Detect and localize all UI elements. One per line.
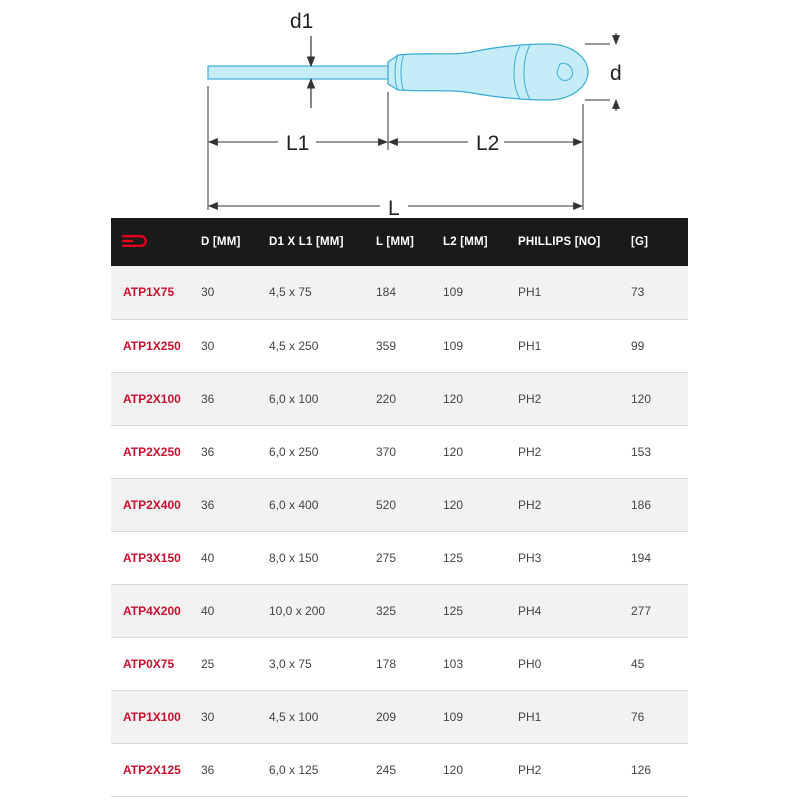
cell-weight: 45 — [631, 656, 645, 671]
cell-l2: 120 — [443, 762, 464, 777]
extension-lines — [208, 86, 583, 210]
cell-l: 184 — [376, 285, 397, 300]
cell-weight: 76 — [631, 709, 645, 724]
cell-reference[interactable]: ATP1X75 — [123, 285, 175, 300]
cell-l2: 120 — [443, 391, 464, 406]
cell-phillips: PH1 — [518, 285, 542, 300]
cell-l: 245 — [376, 762, 397, 777]
cell-d1xl1: 6,0 x 100 — [269, 391, 319, 406]
cell-d: 25 — [201, 656, 215, 671]
cell-d1xl1: 4,5 x 250 — [269, 338, 319, 353]
cell-weight: 194 — [631, 550, 652, 565]
cell-weight: 73 — [631, 285, 645, 300]
table-row — [111, 637, 688, 690]
cell-phillips: PH0 — [518, 656, 542, 671]
cell-l: 209 — [376, 709, 397, 724]
cell-l2: 103 — [443, 656, 464, 671]
l-label: L — [388, 197, 400, 218]
cell-reference[interactable]: ATP2X250 — [123, 444, 181, 459]
cell-reference[interactable]: ATP4X200 — [123, 603, 181, 618]
cell-phillips: PH1 — [518, 338, 542, 353]
cell-l2: 109 — [443, 709, 464, 724]
header-d: D [MM] — [201, 236, 241, 248]
header-phillips: PHILLIPS [NO] — [518, 236, 601, 248]
cell-d1xl1: 10,0 x 200 — [269, 603, 326, 618]
table-row — [111, 372, 688, 425]
cell-l: 359 — [376, 338, 397, 353]
cell-l2: 109 — [443, 285, 464, 300]
spec-table — [111, 218, 688, 797]
d1-label: d1 — [290, 10, 314, 33]
cell-l: 370 — [376, 444, 397, 459]
cell-l2: 109 — [443, 338, 464, 353]
table-row — [111, 584, 688, 637]
screwdriver-handle — [388, 44, 588, 100]
cell-reference[interactable]: ATP2X400 — [123, 497, 181, 512]
cell-d1xl1: 3,0 x 75 — [269, 656, 312, 671]
table-row — [111, 531, 688, 584]
screwdriver-shaft — [208, 66, 390, 79]
cell-reference[interactable]: ATP1X100 — [123, 709, 181, 724]
cell-weight: 120 — [631, 391, 652, 406]
cell-d: 40 — [201, 550, 215, 565]
header-weight: [G] — [631, 236, 649, 248]
cell-l: 520 — [376, 497, 397, 512]
table-row — [111, 478, 688, 531]
cell-d1xl1: 6,0 x 400 — [269, 497, 319, 512]
cell-d: 36 — [201, 391, 215, 406]
table-header-row — [111, 218, 688, 266]
cell-phillips: PH3 — [518, 550, 542, 565]
cell-d: 36 — [201, 762, 215, 777]
cell-d1xl1: 6,0 x 250 — [269, 444, 319, 459]
spec-table-body — [111, 266, 688, 796]
cell-weight: 277 — [631, 603, 652, 618]
table-row — [111, 425, 688, 478]
cell-reference[interactable]: ATP2X125 — [123, 762, 181, 777]
cell-l: 178 — [376, 656, 397, 671]
cell-l: 325 — [376, 603, 397, 618]
cell-weight: 186 — [631, 497, 652, 512]
cell-l2: 125 — [443, 550, 464, 565]
cell-d: 30 — [201, 338, 215, 353]
table-row — [111, 319, 688, 372]
cell-weight: 153 — [631, 444, 652, 459]
cell-l2: 120 — [443, 497, 464, 512]
table-row — [111, 266, 688, 319]
cell-phillips: PH2 — [518, 762, 542, 777]
cell-d: 36 — [201, 444, 215, 459]
cell-d1xl1: 8,0 x 150 — [269, 550, 319, 565]
cell-d: 30 — [201, 285, 215, 300]
cell-l2: 120 — [443, 444, 464, 459]
screwdriver-illustration — [208, 44, 588, 100]
cell-l2: 125 — [443, 603, 464, 618]
table-row — [111, 743, 688, 796]
l1-label: L1 — [286, 132, 310, 155]
cell-reference[interactable]: ATP1X250 — [123, 338, 181, 353]
cell-phillips: PH2 — [518, 391, 542, 406]
cell-l: 275 — [376, 550, 397, 565]
cell-d1xl1: 4,5 x 100 — [269, 709, 319, 724]
cell-reference[interactable]: ATP0X75 — [123, 656, 175, 671]
brand-logo-cell — [111, 218, 201, 266]
header-l2: L2 [MM] — [443, 236, 488, 248]
cell-d1xl1: 6,0 x 125 — [269, 762, 319, 777]
cell-phillips: PH4 — [518, 603, 542, 618]
cell-phillips: PH2 — [518, 444, 542, 459]
table-row — [111, 690, 688, 743]
cell-d: 40 — [201, 603, 215, 618]
cell-weight: 99 — [631, 338, 645, 353]
l2-label: L2 — [476, 132, 500, 155]
cell-l: 220 — [376, 391, 397, 406]
cell-phillips: PH1 — [518, 709, 542, 724]
cell-phillips: PH2 — [518, 497, 542, 512]
cell-weight: 126 — [631, 762, 652, 777]
cell-d1xl1: 4,5 x 75 — [269, 285, 312, 300]
cell-d: 30 — [201, 709, 215, 724]
screwdriver-diagram — [0, 0, 800, 218]
facom-logo-icon — [121, 233, 151, 249]
cell-reference[interactable]: ATP2X100 — [123, 391, 181, 406]
header-l: L [MM] — [376, 236, 415, 248]
header-d1xl1: D1 X L1 [MM] — [269, 236, 344, 248]
d-label: d — [610, 62, 622, 85]
cell-d: 36 — [201, 497, 215, 512]
cell-reference[interactable]: ATP3X150 — [123, 550, 181, 565]
